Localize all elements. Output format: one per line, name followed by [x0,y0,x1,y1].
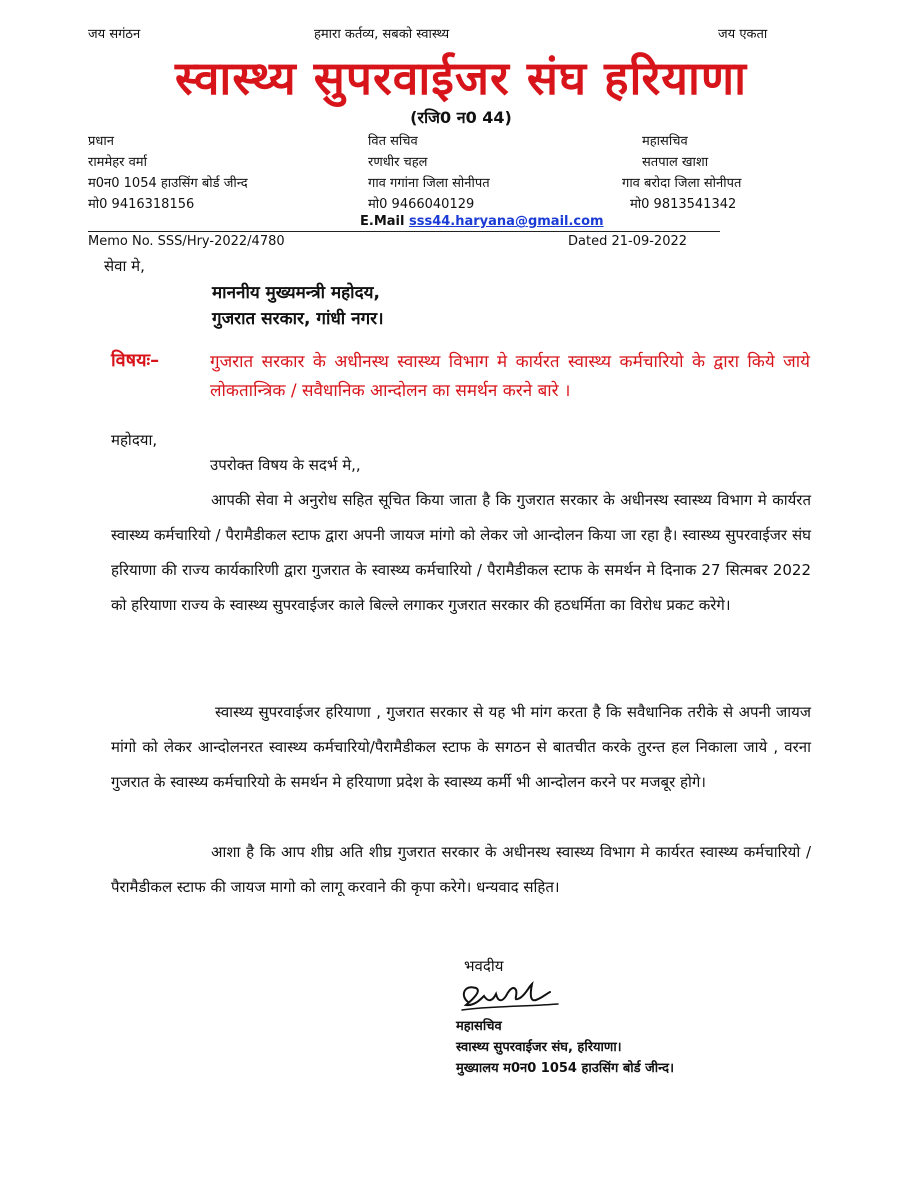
officer-name: सतपाल खाशा [642,155,709,170]
body-paragraph-1: आपकी सेवा मे अनुरोध सहित सूचित किया जाता है कि गुजरात सरकार के अधीनस्थ स्वास्थ्य विभाग मे कार्यरत स्वास्थ्य कर्मचारियो / पैरामैडीकल स्टाफ द्वारा अपनी जायज मांगो को लेकर जो आन्दोलन किया जा रहा है। स्वास्थ्य सुपरवाईजर संघ हरियाणा की राज्य कार्यकारिणी द्वारा गुजरात के स्वास्थ्य कर्मचारियो / पैरामैडीकल स्टाफ के समर्थन मे दिनाक 27 सित्मबर 2022 को हरियाणा राज्य के स्वास्थ्य सुपरवाईजर काले बिल्ले लगाकर गुजरात सरकार की हठधर्मिता का विरोध प्रकट करेगे। [111,491,811,614]
officer-general-secretary [622,131,741,215]
handwritten-signature [458,978,568,1018]
body-paragraph-3: आशा है कि आप शीघ्र अति शीघ्र गुजरात सरकार के अधीनस्थ स्वास्थ्य विभाग मे कार्यरत स्वास्थ्य कर्मचारियो / पैरामैडीकल स्टाफ की जायज मागो को लागू करवाने की कृपा करेगे। धन्यवाद सहित। [111,843,811,896]
officer-phone: मो0 9466040129 [368,197,475,212]
subject-text: गुजरात सरकार के अधीनस्थ स्वास्थ्य विभाग मे कार्यरत स्वास्थ्य कर्मचारियो के द्वारा किये जाये लोकतान्त्रिक / सवैधानिक आन्दोलन का समर्थन करने बारे । [210,352,810,401]
signatory-hq: मुख्यालय म0न0 1054 हाउसिंग बोर्ड जीन्द। [456,1061,675,1076]
officer-role: वित सचिव [368,134,418,149]
signatory-role: महासचिव [456,1019,502,1034]
officer-phone: मो0 9813541342 [630,197,737,212]
org-title: स्वास्थ्य सुपरवाईजर संघ हरियाणा [174,51,748,105]
signatory-block [456,1016,674,1079]
slogan-right: जय एकता [718,27,768,42]
slogan-center: हमारा कर्तव्य, सबको स्वास्थ्य [314,27,450,42]
officer-phone: मो0 9416318156 [88,197,195,212]
officer-role: महासचिव [642,134,688,149]
subject-label: विषयः– [111,350,160,371]
email-line [360,214,604,229]
memo-number: Memo No. SSS/Hry-2022/4780 [88,234,285,249]
officer-name: राममेहर वर्मा [88,155,147,170]
officer-name: रणधीर चहल [368,155,428,170]
memo-date: Dated 21-09-2022 [568,234,688,249]
addressee-line-2: गुजरात सरकार, गांधी नगर। [212,309,384,329]
email-link[interactable]: sss44.haryana@gmail.com [408,214,604,229]
body-paragraph-2: स्वास्थ्य सुपरवाईजर हरियाणा , गुजरात सरकार से यह भी मांग करता है कि सवैधानिक तरीके से अपनी जायज मांगो को लेकर आन्दोलनरत स्वास्थ्य कर्मचारियो/पैरामैडीकल स्टाफ के सगठन से बातचीत करके तुरन्त हल निकाला जाये , वरना गुजरात के स्वास्थ्य कर्मचारियो के समर्थन मे हरियाणा प्रदेश के स्वास्थ्य कर्मी भी आन्दोलन करने पर मजबूर होगे। [111,703,811,791]
officer-president [88,131,248,215]
header-divider [88,231,720,232]
officer-address: गाव बरोदा जिला सोनीपत [622,176,742,191]
closing: भवदीय [464,957,504,975]
officer-address: गाव गगांना जिला सोनीपत [368,176,490,191]
greeting: महोदया, [111,431,158,449]
slogan-left: जय सगंठन [88,27,141,42]
officer-role: प्रधान [88,134,114,149]
officer-address: म0न0 1054 हाउसिंग बोर्ड जीन्द [88,176,248,191]
email-label: E.Mail [360,214,405,229]
addressee-line-1: माननीय मुख्यमन्त्री महोदय, [212,283,380,303]
registration-number: (रजि0 न0 44) [410,108,512,127]
reference-line: उपरोक्त विषय के सदर्भ मे,, [210,456,361,474]
signatory-org: स्वास्थ्य सुपरवाईजर संघ, हरियाणा। [456,1040,622,1055]
officer-finance-secretary [368,131,490,215]
to-salutation: सेवा मे, [104,257,145,275]
